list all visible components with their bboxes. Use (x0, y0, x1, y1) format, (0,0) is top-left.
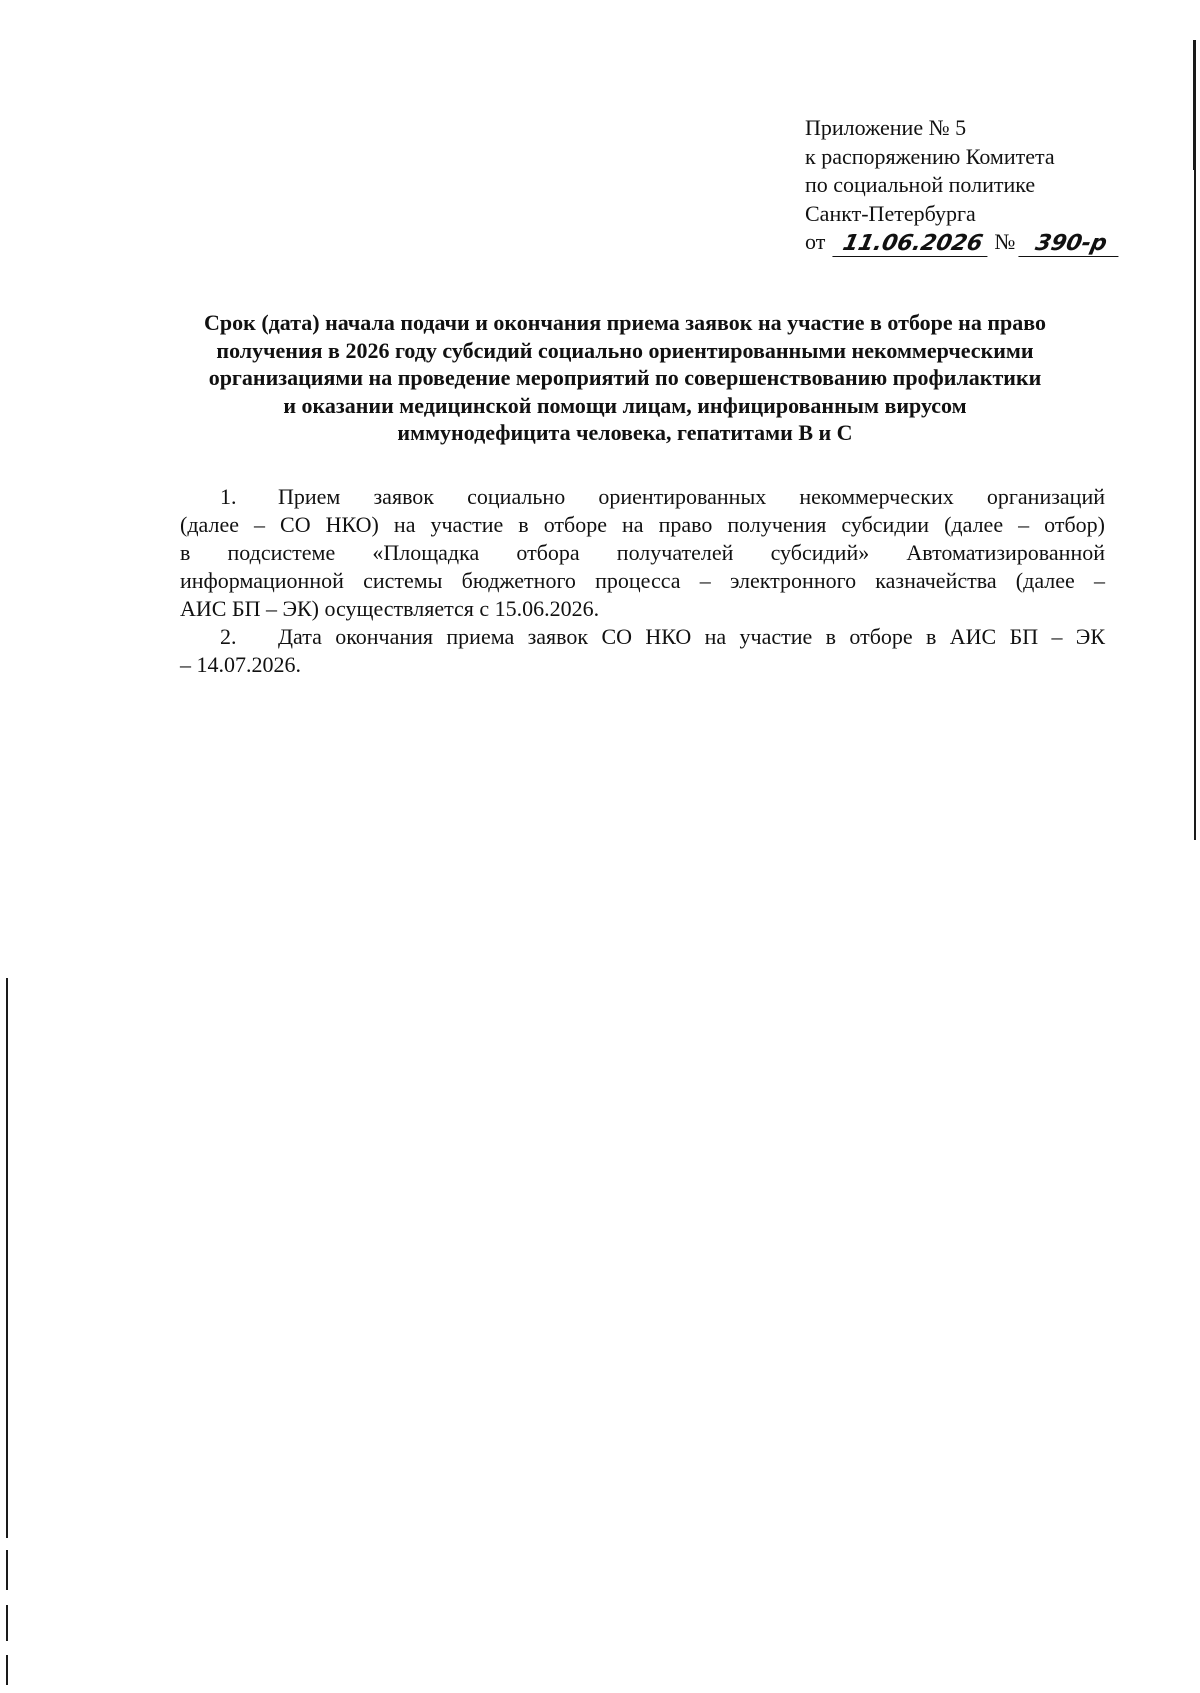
scan-edge-right (1194, 170, 1196, 840)
item-number: 1. (220, 484, 237, 509)
item-text: АИС БП – ЭК) осуществляется с 15.06.2026. (180, 596, 600, 621)
from-label: от (805, 229, 826, 254)
item-first-line (180, 623, 1105, 651)
scan-edge-left (6, 978, 8, 1538)
item-number: 2. (220, 624, 237, 649)
item-text: в подсистеме «Площадка отбора получателей субсидий» Автоматизированной (180, 540, 1105, 565)
scan-edge-left (6, 1550, 8, 1590)
handwritten-date: 11.06.2026 (833, 232, 993, 257)
appendix-line: Приложение № 5 (805, 115, 967, 140)
item-text: информационной системы бюджетного процесса – электронного казначейства (далее – (180, 568, 1105, 593)
title-line: организациями на проведение мероприятий по совершенствованию профилактики (208, 365, 1042, 390)
title-line: и оказании медицинской помощи лицам, инфицированным вирусом (283, 392, 967, 418)
title-line: иммунодефицита человека, гепатитами В и С (397, 420, 853, 445)
title-line: получения в 2026 году субсидий социально ориентированными некоммерческими (216, 337, 1034, 363)
appendix-line: Санкт-Петербурга (805, 200, 976, 226)
item-text: Дата окончания приема заявок СО НКО на участие в отборе в АИС БП – ЭК (278, 624, 1105, 649)
number-label: № (994, 229, 1016, 254)
item-text: (далее – СО НКО) на участие в отборе на право получения субсидии (далее – отбор) (180, 512, 1105, 537)
scan-edge-left (6, 1605, 8, 1641)
document-title (150, 309, 1100, 447)
appendix-date-line (805, 228, 1185, 257)
scan-edge-right (1193, 40, 1196, 170)
appendix-header (805, 114, 1185, 257)
item-first-line (180, 483, 1105, 511)
item-text: Прием заявок социально ориентированных некоммерческих организаций (278, 484, 1105, 509)
appendix-line: по социальной политике (805, 172, 1036, 197)
document-body (180, 483, 1105, 679)
list-item (180, 483, 1105, 623)
appendix-line: к распоряжению Комитета (805, 143, 1055, 169)
scan-edge-left (6, 1655, 8, 1685)
list-item (180, 623, 1105, 679)
item-text: – 14.07.2026. (180, 652, 301, 677)
title-line: Срок (дата) начала подачи и окончания приема заявок на участие в отборе на право (204, 310, 1046, 335)
handwritten-number: 390-р (1019, 232, 1124, 257)
